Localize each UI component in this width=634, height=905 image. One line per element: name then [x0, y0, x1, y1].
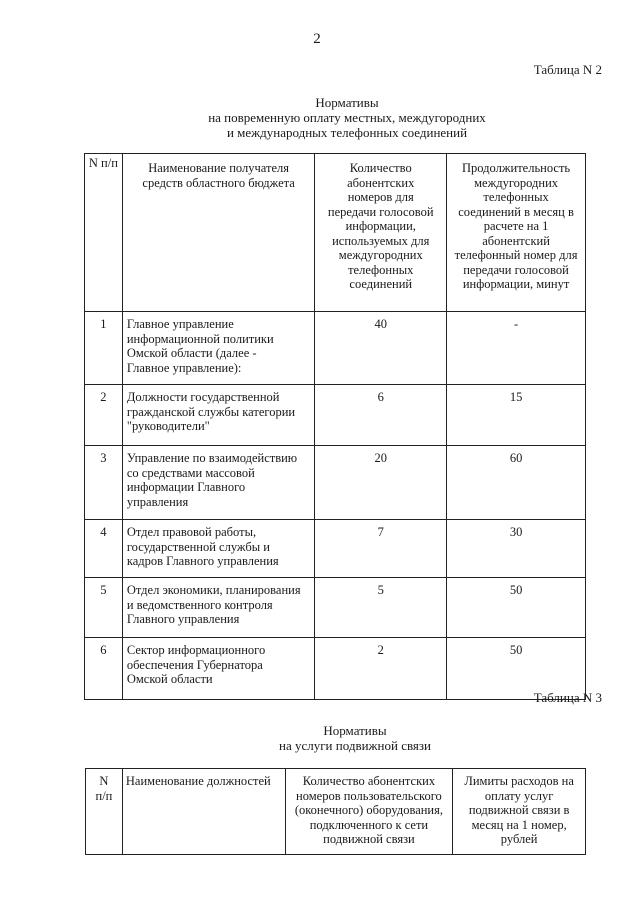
row-num: 6: [85, 638, 123, 700]
table3-heading-line: Нормативы: [323, 723, 387, 738]
table3-label: Таблица N 3: [533, 690, 602, 705]
row-count: 2: [315, 638, 447, 700]
row-duration: 60: [447, 446, 586, 520]
row-duration: -: [447, 312, 586, 385]
row-count: 40: [315, 312, 447, 385]
table2-header-name: Наименование получателя средств областного бюджета: [122, 154, 315, 312]
table2-heading-line: и международных телефонных соединений: [226, 125, 468, 140]
page-number: 2: [313, 31, 321, 47]
row-duration: 30: [447, 520, 586, 578]
row-num: 3: [85, 446, 123, 520]
row-duration: 50: [447, 578, 586, 638]
table-row: [85, 446, 586, 520]
row-num: 1: [85, 312, 123, 385]
row-name: Главное управление информационной политики Омской области (далее - Главное управление):: [122, 312, 315, 385]
row-name: Отдел правовой работы, государственной службы и кадров Главного управления: [122, 520, 315, 578]
table3-header-row: [86, 769, 586, 855]
row-duration: 50: [447, 638, 586, 700]
table2-heading-line: Нормативы: [315, 95, 379, 110]
table-row: [85, 638, 586, 700]
table2: [84, 153, 586, 700]
table2-heading-line: на повременную оплату местных, междугородних: [208, 110, 486, 125]
row-count: 20: [315, 446, 447, 520]
table3-header-position: Наименование должностей: [122, 769, 285, 855]
row-count: 5: [315, 578, 447, 638]
table3-header-count: Количество абонентских номеров пользовательского (оконечного) оборудования, подключенного к сети подвижной связи: [285, 769, 453, 855]
row-name: Должности государственной гражданской службы категории "руководители": [122, 385, 315, 446]
table-row: [85, 520, 586, 578]
table2-header-duration: Продолжительность междугородних телефонных соединений в месяц в расчете на 1 абонентский телефонный номер для передачи голосовой информации, минут: [447, 154, 586, 312]
row-count: 7: [315, 520, 447, 578]
table2-heading: [30, 95, 634, 140]
table-row: [85, 578, 586, 638]
table3-header-num: N п/п: [86, 769, 123, 855]
row-num: 5: [85, 578, 123, 638]
row-count: 6: [315, 385, 447, 446]
row-duration: 15: [447, 385, 586, 446]
table3: [85, 768, 586, 855]
row-name: Отдел экономики, планирования и ведомственного контроля Главного управления: [122, 578, 315, 638]
row-name: Сектор информационного обеспечения Губернатора Омской области: [122, 638, 315, 700]
table-row: [85, 312, 586, 385]
table2-header-num: N п/п: [85, 154, 123, 312]
table2-header-row: [85, 154, 586, 312]
table2-label: Таблица N 2: [533, 62, 602, 77]
row-name: Управление по взаимодействию со средствами массовой информации Главного управления: [122, 446, 315, 520]
table2-header-count: Количество абонентских номеров для передачи голосовой информации, используемых для междугородних телефонных соединений: [315, 154, 447, 312]
row-num: 4: [85, 520, 123, 578]
table3-header-limit: Лимиты расходов на оплату услуг подвижной связи в месяц на 1 номер, рублей: [453, 769, 586, 855]
row-num: 2: [85, 385, 123, 446]
table-row: [85, 385, 586, 446]
table3-heading: [38, 723, 634, 753]
table3-heading-line: на услуги подвижной связи: [278, 738, 432, 753]
